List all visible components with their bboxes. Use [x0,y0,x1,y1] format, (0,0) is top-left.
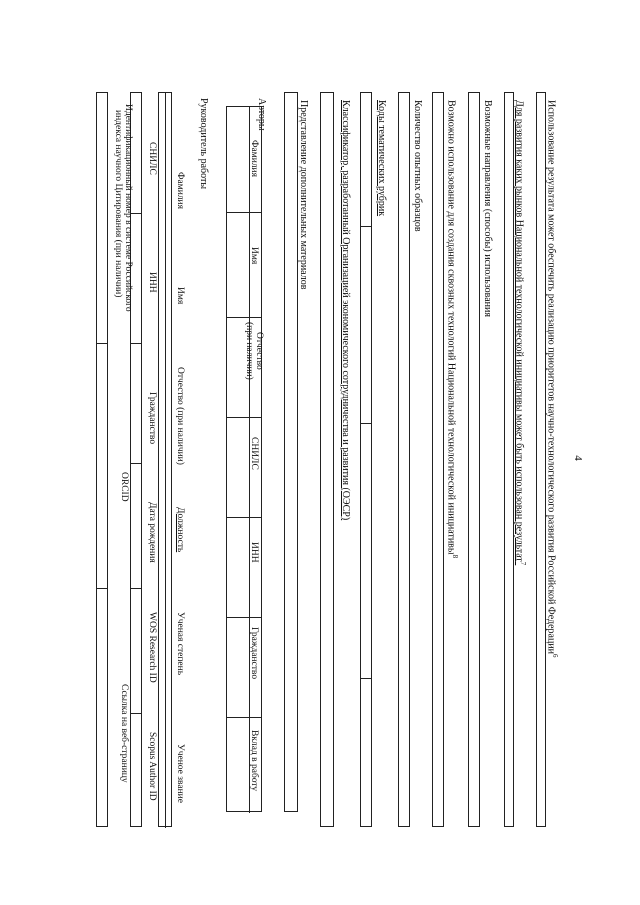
priorities-field[interactable] [536,92,546,827]
leader-rinc-label-1: Идентификационный номер в системе Российского [123,104,133,312]
oecd-field[interactable] [320,92,334,827]
leader-header-scopus: Scopus Author ID [147,732,157,801]
leader-header-title: Ученое звание [175,744,185,803]
leader-rinc-label-2: индекса научного Цитирования (при наличии) [113,110,123,298]
extra-materials-field[interactable] [284,92,298,812]
leader-header-wos: WOS Research ID [147,612,157,683]
page-number: 4 [571,455,584,461]
authors-header-citizenship: Гражданство [249,627,259,680]
cross-tech-label: Возможно использование для создания сквозных технологий Национальной технологической инициативы$^8$ [445,100,459,559]
nti-markets-label: Для развития каких рынков Национальной технологической инициативы может быть использован результат$^7$ [513,100,527,566]
leader-header-name: Имя [175,287,185,305]
leader-row3-fields[interactable] [96,92,108,827]
authors-header-patronymic-2: (при наличии) [244,322,254,380]
priorities-label: Использование результата может обеспечить реализацию приоритетов научно-технологического развития Российской Федерации$^6$ [545,100,559,658]
leader-header-birthdate: Дата рождения [147,502,157,563]
authors-header-snils: СНИЛС [249,437,259,470]
authors-header-surname: Фамилия [249,140,259,178]
oecd-label: Классификатор, разработанный Организацией экономического сотрудничества и развития (ОЭСР) [340,100,351,521]
leader-row1-fields[interactable] [158,92,172,827]
leader-orcid-label: ORCID [119,472,129,502]
leader-header-surname: Фамилия [175,172,185,210]
nti-markets-field[interactable] [504,92,514,827]
leader-header-inn: ИНН [147,272,157,293]
rubrics-label: Коды тематических рубрик [376,100,387,217]
authors-header-contribution: Вклад в работу [249,730,259,792]
authors-header-inn: ИНН [249,542,259,563]
authors-header-name: Имя [249,247,259,265]
authors-title: Авторы [256,98,267,131]
extra-materials-label: Представление дополнительных материалов [298,100,309,290]
cross-tech-field[interactable] [432,92,444,827]
samples-field[interactable] [398,92,410,827]
leader-header-snils: СНИЛС [147,142,157,175]
leader-web-label: Ссылка на веб-страницу [119,684,129,783]
directions-field[interactable] [468,92,480,827]
leader-header-patronymic: Отчество (при наличии) [175,367,185,465]
directions-label: Возможные направления (способы) использования [482,100,493,317]
form-sheet [96,92,559,837]
leader-header-citizenship: Гражданство [147,392,157,445]
leader-header-position: Должность [175,507,185,553]
rubrics-field[interactable] [360,92,372,827]
leader-header-degree: Ученая степень [175,612,185,676]
leader-title: Руководитель работы [198,98,209,190]
authors-header-patronymic-1: Отчество [254,332,264,370]
samples-label: Количество опытных образцов [412,100,423,232]
